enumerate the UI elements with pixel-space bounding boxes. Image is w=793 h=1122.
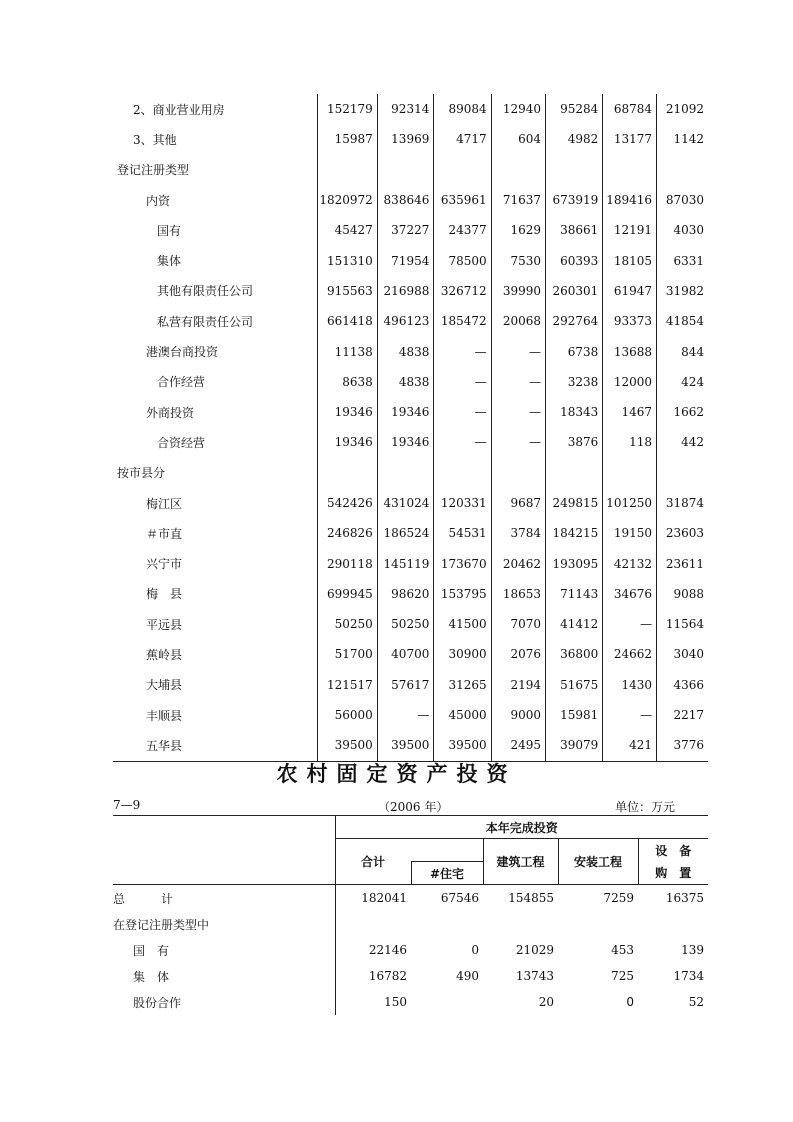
table-row bbox=[113, 458, 708, 488]
row-label: 国有 bbox=[157, 223, 182, 238]
row-value: — bbox=[491, 336, 545, 366]
row-label: 2、商业营业用房 bbox=[133, 102, 225, 117]
row-value: 542426 bbox=[318, 488, 378, 518]
row-value: 1820972 bbox=[318, 185, 378, 215]
row-value: 4982 bbox=[546, 124, 603, 154]
row-label: 内资 bbox=[146, 193, 171, 208]
row-value: 13177 bbox=[603, 124, 657, 154]
row-value: 4838 bbox=[377, 336, 434, 366]
col-equip-2: 购 置 bbox=[638, 862, 708, 885]
row-value: 19346 bbox=[377, 427, 434, 457]
row-value: — bbox=[434, 336, 491, 366]
row-value: 6738 bbox=[546, 336, 603, 366]
section-title: 农村固定资产投资 bbox=[276, 762, 517, 786]
row-value: 11564 bbox=[657, 609, 708, 639]
row-value bbox=[318, 458, 378, 488]
row-value: — bbox=[491, 427, 545, 457]
row-value: 39500 bbox=[377, 730, 434, 761]
row-value: 326712 bbox=[434, 276, 491, 306]
table-row bbox=[113, 427, 708, 457]
row-value: 490 bbox=[456, 969, 479, 983]
row-label: 国 有 bbox=[133, 943, 170, 958]
row-value: 78500 bbox=[434, 245, 491, 275]
row-label: 合资经营 bbox=[157, 435, 206, 450]
table-row bbox=[113, 730, 708, 761]
row-value: 0 bbox=[626, 995, 634, 1009]
row-value: 34676 bbox=[603, 579, 657, 609]
row-value: 189416 bbox=[603, 185, 657, 215]
row-value: 71143 bbox=[546, 579, 603, 609]
row-value bbox=[411, 911, 483, 937]
row-value: 150 bbox=[335, 989, 411, 1015]
row-label: 在登记注册类型中 bbox=[113, 917, 210, 932]
table-row bbox=[113, 670, 708, 700]
row-value: 151310 bbox=[318, 245, 378, 275]
row-value: 89084 bbox=[434, 94, 491, 124]
row-value: 39990 bbox=[491, 276, 545, 306]
row-value: 41412 bbox=[546, 609, 603, 639]
row-value: 2217 bbox=[657, 700, 708, 730]
row-label: 外商投资 bbox=[146, 405, 195, 420]
table-row bbox=[113, 245, 708, 275]
row-value: 7259 bbox=[603, 891, 634, 905]
row-label: 总 计 bbox=[113, 891, 174, 906]
col-construction: 建筑工程 bbox=[483, 839, 558, 885]
row-label: 集 体 bbox=[133, 969, 170, 984]
row-label: 平远县 bbox=[146, 617, 183, 632]
row-value: 42132 bbox=[603, 548, 657, 578]
row-value: 1430 bbox=[603, 670, 657, 700]
row-value: 13969 bbox=[377, 124, 434, 154]
table-row bbox=[113, 124, 708, 154]
row-label: 登记注册类型 bbox=[117, 163, 190, 178]
row-value: 186524 bbox=[377, 518, 434, 548]
row-value: 21029 bbox=[515, 943, 554, 957]
row-value: 2194 bbox=[491, 670, 545, 700]
row-value: 31265 bbox=[434, 670, 491, 700]
row-value bbox=[491, 458, 545, 488]
row-value: 0 bbox=[471, 943, 479, 957]
row-value: 9088 bbox=[657, 579, 708, 609]
row-value: 182041 bbox=[335, 885, 411, 912]
row-value: 121517 bbox=[318, 670, 378, 700]
row-value: 604 bbox=[491, 124, 545, 154]
row-value: 19150 bbox=[603, 518, 657, 548]
table-row bbox=[113, 963, 708, 989]
table-number: 7—9 bbox=[113, 798, 141, 812]
row-value: 145119 bbox=[377, 548, 434, 578]
row-value bbox=[335, 911, 411, 937]
row-value: 260301 bbox=[546, 276, 603, 306]
row-value: 725 bbox=[611, 969, 634, 983]
row-value: 95284 bbox=[546, 94, 603, 124]
table-row bbox=[113, 937, 708, 963]
row-value: 23603 bbox=[657, 518, 708, 548]
row-value: 18653 bbox=[491, 579, 545, 609]
table-row bbox=[113, 639, 708, 669]
row-value: 3876 bbox=[546, 427, 603, 457]
row-value: 15981 bbox=[546, 700, 603, 730]
row-value: 8638 bbox=[318, 367, 378, 397]
row-label: 丰顺县 bbox=[146, 708, 183, 723]
row-value: 249815 bbox=[546, 488, 603, 518]
row-value: 453 bbox=[611, 943, 634, 957]
row-value: 7070 bbox=[491, 609, 545, 639]
group-header: 本年完成投资 bbox=[335, 816, 708, 839]
row-value: 3238 bbox=[546, 367, 603, 397]
row-value: — bbox=[603, 700, 657, 730]
row-value: 673919 bbox=[546, 185, 603, 215]
table-row bbox=[113, 488, 708, 518]
table-row bbox=[113, 885, 708, 912]
row-label: 五华县 bbox=[113, 730, 318, 761]
row-value: 20462 bbox=[491, 548, 545, 578]
table-row bbox=[113, 911, 708, 937]
table-row bbox=[113, 518, 708, 548]
row-value: 30900 bbox=[434, 639, 491, 669]
row-value: 98620 bbox=[377, 579, 434, 609]
row-value: 154855 bbox=[508, 891, 554, 905]
row-value: 635961 bbox=[434, 185, 491, 215]
row-value: 45427 bbox=[318, 215, 378, 245]
row-label: 其他有限责任公司 bbox=[157, 284, 254, 299]
row-value: 120331 bbox=[434, 488, 491, 518]
row-value: 56000 bbox=[318, 700, 378, 730]
row-value bbox=[558, 911, 638, 937]
row-value: 118 bbox=[603, 427, 657, 457]
row-value: 39500 bbox=[318, 730, 378, 761]
row-value: 431024 bbox=[377, 488, 434, 518]
row-value: — bbox=[491, 367, 545, 397]
row-label: 私营有限责任公司 bbox=[157, 314, 254, 329]
row-value: 15987 bbox=[318, 124, 378, 154]
row-value: 699945 bbox=[318, 579, 378, 609]
row-value: 68784 bbox=[603, 94, 657, 124]
col-total: 合计 bbox=[335, 839, 411, 885]
row-value bbox=[318, 155, 378, 185]
row-value: 51700 bbox=[318, 639, 378, 669]
row-value: 87030 bbox=[657, 185, 708, 215]
row-label: 港澳台商投资 bbox=[146, 345, 219, 360]
row-value bbox=[411, 989, 483, 1015]
row-value: — bbox=[377, 700, 434, 730]
row-value: 421 bbox=[603, 730, 657, 761]
col-install: 安装工程 bbox=[558, 839, 638, 885]
row-value: 4366 bbox=[657, 670, 708, 700]
row-value: 915563 bbox=[318, 276, 378, 306]
row-value: 22146 bbox=[335, 937, 411, 963]
col-housing: #住宅 bbox=[411, 862, 483, 885]
row-value: 12191 bbox=[603, 215, 657, 245]
row-value: 661418 bbox=[318, 306, 378, 336]
row-value: 31982 bbox=[657, 276, 708, 306]
row-label: 梅 县 bbox=[146, 587, 183, 602]
row-value: 4838 bbox=[377, 367, 434, 397]
row-value: 2076 bbox=[491, 639, 545, 669]
row-value: — bbox=[434, 367, 491, 397]
row-value bbox=[657, 155, 708, 185]
row-value: 1734 bbox=[673, 969, 704, 983]
col-equip-1: 设 备 bbox=[638, 839, 708, 862]
row-value: 39079 bbox=[546, 730, 603, 761]
row-value: 18105 bbox=[603, 245, 657, 275]
row-value: 12000 bbox=[603, 367, 657, 397]
table-year: （2006 年） bbox=[378, 800, 449, 814]
row-value: 67546 bbox=[440, 891, 479, 905]
row-value: 290118 bbox=[318, 548, 378, 578]
row-value: 9687 bbox=[491, 488, 545, 518]
table-row bbox=[113, 367, 708, 397]
row-value: — bbox=[603, 609, 657, 639]
row-value: 12940 bbox=[491, 94, 545, 124]
row-value: 71954 bbox=[377, 245, 434, 275]
row-value bbox=[377, 155, 434, 185]
row-value: 93373 bbox=[603, 306, 657, 336]
row-value: 39500 bbox=[434, 730, 491, 761]
row-value: 193095 bbox=[546, 548, 603, 578]
row-value: 844 bbox=[657, 336, 708, 366]
row-value: 92314 bbox=[377, 94, 434, 124]
row-value bbox=[434, 155, 491, 185]
header-blank bbox=[113, 816, 335, 839]
table-row bbox=[113, 336, 708, 366]
row-value bbox=[491, 155, 545, 185]
row-value: 50250 bbox=[318, 609, 378, 639]
row-value: 57617 bbox=[377, 670, 434, 700]
table-row bbox=[113, 306, 708, 336]
row-value: 21092 bbox=[657, 94, 708, 124]
row-label: 3、其他 bbox=[133, 132, 177, 147]
row-value: 3040 bbox=[657, 639, 708, 669]
row-value: 37227 bbox=[377, 215, 434, 245]
table-row bbox=[113, 700, 708, 730]
row-value: 6331 bbox=[657, 245, 708, 275]
row-value: 36800 bbox=[546, 639, 603, 669]
row-value bbox=[603, 458, 657, 488]
row-label: ＃市直 bbox=[146, 526, 183, 541]
row-label: 蕉岭县 bbox=[146, 647, 183, 662]
row-value: 40700 bbox=[377, 639, 434, 669]
row-value: 152179 bbox=[318, 94, 378, 124]
row-value: 19346 bbox=[377, 397, 434, 427]
row-value: 3784 bbox=[491, 518, 545, 548]
table-row bbox=[113, 215, 708, 245]
row-label: 梅江区 bbox=[146, 496, 183, 511]
row-value bbox=[434, 458, 491, 488]
row-value: 61947 bbox=[603, 276, 657, 306]
row-value: 424 bbox=[657, 367, 708, 397]
row-value: 31874 bbox=[657, 488, 708, 518]
row-value: 60393 bbox=[546, 245, 603, 275]
row-label: 兴宁市 bbox=[146, 557, 183, 572]
row-value: 11138 bbox=[318, 336, 378, 366]
row-value bbox=[603, 155, 657, 185]
row-value bbox=[546, 155, 603, 185]
row-value: 41500 bbox=[434, 609, 491, 639]
row-value bbox=[657, 458, 708, 488]
table-row bbox=[113, 94, 708, 124]
row-value: 292764 bbox=[546, 306, 603, 336]
row-value: 101250 bbox=[603, 488, 657, 518]
row-value: 13743 bbox=[515, 969, 554, 983]
row-value: 38661 bbox=[546, 215, 603, 245]
row-value: 24377 bbox=[434, 215, 491, 245]
table-row bbox=[113, 579, 708, 609]
table-row bbox=[113, 989, 708, 1015]
row-value: 4030 bbox=[657, 215, 708, 245]
row-value: — bbox=[491, 397, 545, 427]
row-value: 52 bbox=[688, 995, 704, 1009]
row-value bbox=[377, 458, 434, 488]
row-label: 合作经营 bbox=[157, 375, 206, 390]
row-value bbox=[546, 458, 603, 488]
row-value: 20068 bbox=[491, 306, 545, 336]
row-label: 集体 bbox=[157, 254, 182, 269]
row-value bbox=[483, 911, 558, 937]
row-value: 9000 bbox=[491, 700, 545, 730]
row-value: 2495 bbox=[491, 730, 545, 761]
row-value: 216988 bbox=[377, 276, 434, 306]
row-value: 184215 bbox=[546, 518, 603, 548]
row-value: 54531 bbox=[434, 518, 491, 548]
row-value: 838646 bbox=[377, 185, 434, 215]
rural-investment-table bbox=[113, 815, 708, 1015]
row-value: 4717 bbox=[434, 124, 491, 154]
row-value: 3776 bbox=[657, 730, 708, 761]
row-value: 173670 bbox=[434, 548, 491, 578]
row-value: 442 bbox=[657, 427, 708, 457]
row-value: 41854 bbox=[657, 306, 708, 336]
table-row bbox=[113, 397, 708, 427]
row-value: 20 bbox=[538, 995, 554, 1009]
table-row bbox=[113, 276, 708, 306]
row-value: 16375 bbox=[665, 891, 704, 905]
row-value: — bbox=[434, 427, 491, 457]
row-value: 16782 bbox=[335, 963, 411, 989]
row-value: 71637 bbox=[491, 185, 545, 215]
row-value: 246826 bbox=[318, 518, 378, 548]
row-value: 18343 bbox=[546, 397, 603, 427]
row-value: 24662 bbox=[603, 639, 657, 669]
row-value: 7530 bbox=[491, 245, 545, 275]
row-value: 1662 bbox=[657, 397, 708, 427]
row-value: — bbox=[434, 397, 491, 427]
row-value: 19346 bbox=[318, 427, 378, 457]
table-row bbox=[113, 185, 708, 215]
row-label: 按市县分 bbox=[117, 466, 166, 481]
row-value bbox=[638, 911, 708, 937]
table-row bbox=[113, 155, 708, 185]
row-value: 496123 bbox=[377, 306, 434, 336]
row-value: 1142 bbox=[657, 124, 708, 154]
row-value: 45000 bbox=[434, 700, 491, 730]
table-row bbox=[113, 609, 708, 639]
row-label: 大埔县 bbox=[146, 678, 183, 693]
row-value: 23611 bbox=[657, 548, 708, 578]
row-value: 50250 bbox=[377, 609, 434, 639]
table-unit: 单位：万元 bbox=[615, 800, 676, 814]
row-value: 139 bbox=[681, 943, 704, 957]
row-value: 1629 bbox=[491, 215, 545, 245]
row-value: 13688 bbox=[603, 336, 657, 366]
table-row bbox=[113, 548, 708, 578]
investment-table bbox=[113, 94, 708, 762]
row-value: 153795 bbox=[434, 579, 491, 609]
row-value: 51675 bbox=[546, 670, 603, 700]
row-value: 1467 bbox=[603, 397, 657, 427]
row-value: 19346 bbox=[318, 397, 378, 427]
row-value: 185472 bbox=[434, 306, 491, 336]
row-label: 股份合作 bbox=[133, 995, 182, 1010]
